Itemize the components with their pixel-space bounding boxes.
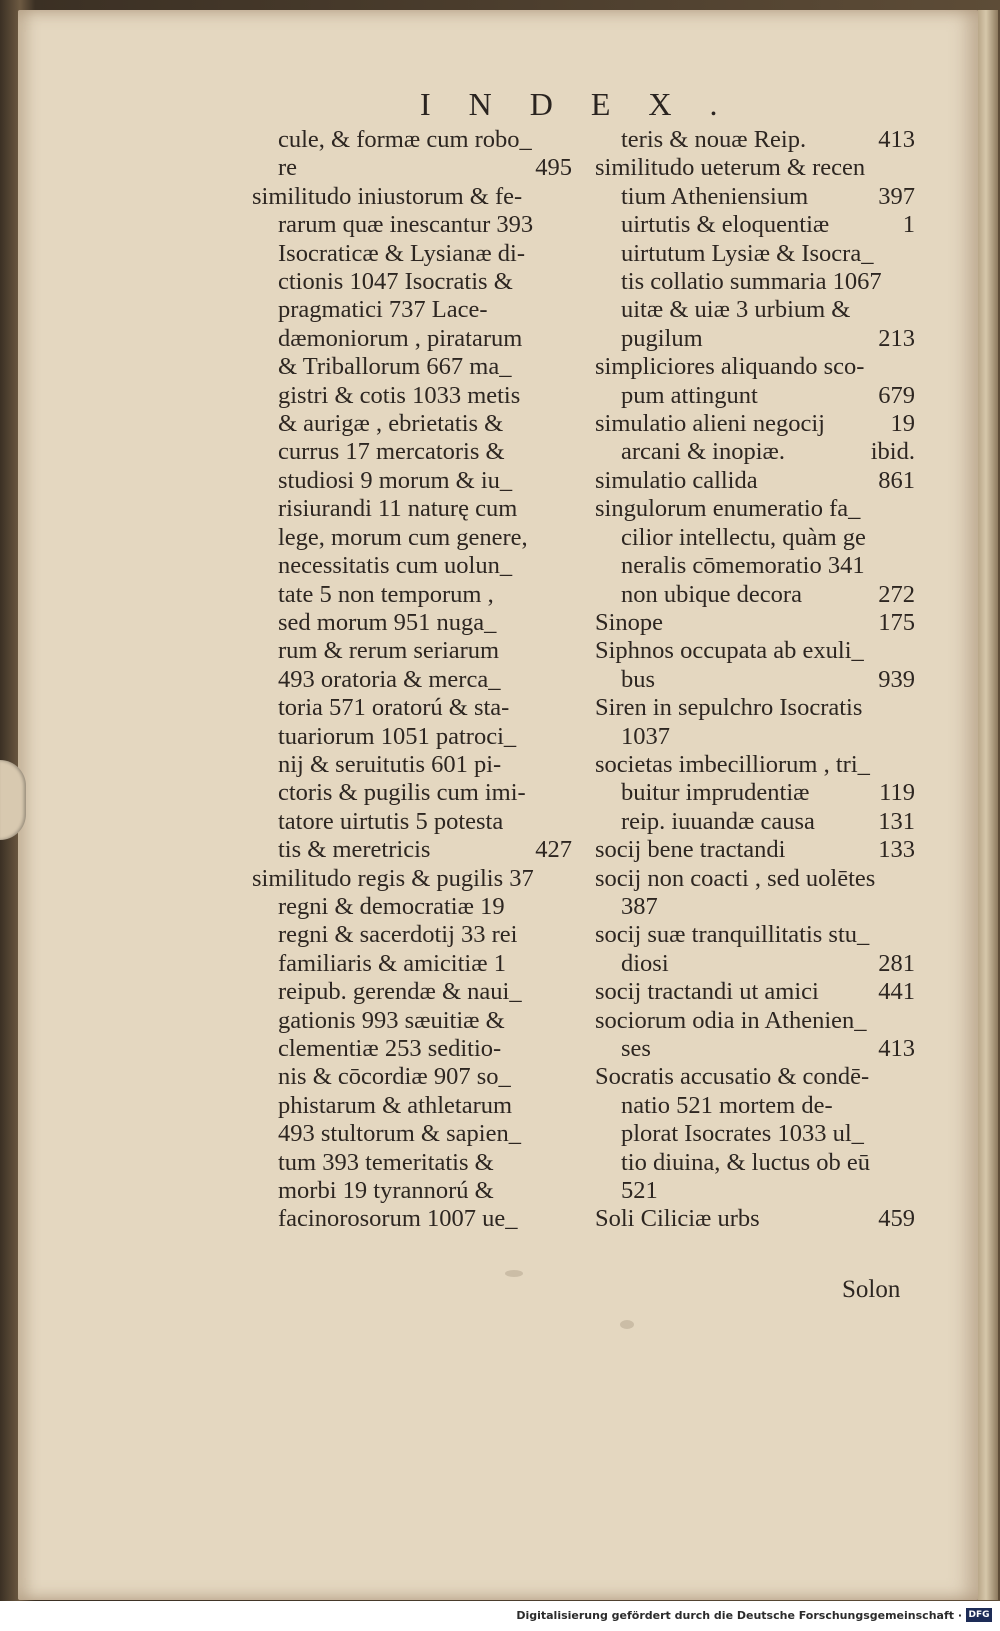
entry-text: risiurandi 11 naturę cum xyxy=(278,495,518,523)
entry-text: socij suæ tranquillitatis stu_ xyxy=(595,921,870,949)
index-entry-line xyxy=(595,751,915,779)
index-entry-line xyxy=(595,779,915,807)
index-entry-line xyxy=(595,1092,915,1120)
index-entry-line xyxy=(252,1149,572,1177)
entry-text: ses xyxy=(621,1035,651,1062)
entry-text: non ubique decora xyxy=(621,580,802,608)
entry-text: neralis cōmemoratio 341 xyxy=(621,552,865,580)
index-entry-line xyxy=(252,438,572,466)
page-header: INDEX. xyxy=(420,86,756,122)
entry-page-number: 272 xyxy=(878,580,915,608)
entry-text: gistri & cotis 1033 metis xyxy=(278,381,521,409)
index-entry-line xyxy=(252,1035,572,1063)
entry-text: singulorum enumeratio fa_ xyxy=(595,495,861,523)
index-entry-line xyxy=(595,1120,915,1148)
entry-text: tis & meretricis xyxy=(278,836,431,864)
entry-text: ctionis 1047 Isocratis & xyxy=(278,268,513,296)
entry-text: sed morum 951 nuga_ xyxy=(278,608,497,636)
index-entry-line xyxy=(595,552,915,580)
index-entry-line xyxy=(595,865,915,893)
index-entry-line xyxy=(252,609,572,637)
index-entry-line xyxy=(595,1149,915,1177)
digitization-footer xyxy=(0,1601,1000,1631)
entry-text: nij & seruitutis 601 pi- xyxy=(278,750,502,778)
entry-text: rum & rerum seriarum xyxy=(278,637,500,665)
entry-page-number: 413 xyxy=(878,1035,915,1062)
entry-text: re xyxy=(278,154,298,182)
entry-text: plorat Isocrates 1033 ul_ xyxy=(621,1120,864,1148)
index-entry-line xyxy=(252,694,572,722)
index-entry-line xyxy=(595,808,915,836)
entry-text: 493 oratoria & merca_ xyxy=(278,665,501,693)
index-entry-line xyxy=(252,666,572,694)
entry-text: Sinope xyxy=(595,608,664,636)
entry-text: rarum quæ inescantur 393 xyxy=(278,211,534,239)
entry-text: 1037 xyxy=(621,722,670,750)
index-entry-line xyxy=(595,978,915,1006)
index-column-left xyxy=(252,126,572,1234)
ink-stain xyxy=(620,1320,634,1329)
entry-text: similitudo ueterum & recen xyxy=(595,154,866,182)
entry-text: phistarum & athletarum xyxy=(278,1091,513,1119)
index-entry-line xyxy=(252,410,572,438)
index-entry-line xyxy=(252,950,572,978)
entry-text: uirtutum Lysiæ & Isocra_ xyxy=(621,239,874,267)
index-entry-line xyxy=(252,353,572,381)
catchword: Solon xyxy=(842,1276,901,1303)
entry-text: Soli Ciliciæ urbs xyxy=(595,1205,760,1233)
index-entry-line xyxy=(252,524,572,552)
index-entry-line xyxy=(595,694,915,722)
index-entry-line xyxy=(595,382,915,410)
index-entry-line xyxy=(252,978,572,1006)
index-entry-line xyxy=(595,1205,915,1233)
entry-text: tatore uirtutis 5 potesta xyxy=(278,807,504,835)
index-entry-line xyxy=(252,921,572,949)
index-entry-line xyxy=(595,296,915,324)
index-entry-line xyxy=(252,1092,572,1120)
entry-text: simulatio alieni negocij xyxy=(595,410,825,438)
entry-text: pugilum xyxy=(621,324,703,352)
entry-text: simulatio callida xyxy=(595,466,758,494)
entry-page-number: 441 xyxy=(878,978,915,1006)
index-entry-line xyxy=(252,495,572,523)
index-entry-line xyxy=(252,325,572,353)
entry-text: uitæ & uiæ 3 urbium & xyxy=(621,296,851,324)
index-entry-line xyxy=(595,921,915,949)
index-entry-line xyxy=(595,1007,915,1035)
index-entry-line xyxy=(595,353,915,381)
entry-text: toria 571 oratorú & sta- xyxy=(278,694,510,722)
page-edge xyxy=(978,10,998,1600)
entry-text: facinorosorum 1007 ue_ xyxy=(278,1205,518,1233)
entry-text: arcani & inopiæ. xyxy=(621,438,785,466)
index-entry-line xyxy=(595,524,915,552)
entry-page-number: 427 xyxy=(535,836,572,864)
entry-text: 521 xyxy=(621,1177,658,1205)
index-entry-line xyxy=(595,893,915,921)
entry-text: currus 17 mercatoris & xyxy=(278,438,505,466)
entry-text: Socratis accusatio & condē- xyxy=(595,1063,870,1091)
entry-text: clementiæ 253 seditio- xyxy=(278,1035,502,1062)
entry-text: socij bene tractandi xyxy=(595,836,786,864)
index-entry-line xyxy=(595,609,915,637)
index-entry-line xyxy=(252,552,572,580)
entry-text: reip. iuuandæ causa xyxy=(621,807,815,835)
entry-text: bus xyxy=(621,665,656,693)
index-entry-line xyxy=(252,808,572,836)
entry-page-number: 1 xyxy=(902,211,915,239)
entry-text: uirtutis & eloquentiæ xyxy=(621,211,830,239)
index-entry-line xyxy=(252,1177,572,1205)
entry-page-number: 133 xyxy=(878,836,915,864)
entry-text: regni & sacerdotij 33 rei xyxy=(278,921,518,949)
index-entry-line xyxy=(595,410,915,438)
entry-text: socij non coacti , sed uolētes xyxy=(595,864,876,892)
entry-text: studiosi 9 morum & iu_ xyxy=(278,466,513,494)
index-entry-line xyxy=(595,666,915,694)
entry-text: similitudo iniustorum & fe- xyxy=(252,182,523,210)
entry-page-number: 413 xyxy=(878,126,915,153)
entry-text: tis collatio summaria 1067 xyxy=(621,268,882,296)
index-entry-line xyxy=(252,893,572,921)
index-entry-line xyxy=(252,581,572,609)
entry-text: pragmatici 737 Lace- xyxy=(278,296,488,324)
index-entry-line xyxy=(595,1063,915,1091)
entry-text: reipub. gerendæ & naui_ xyxy=(278,978,522,1006)
entry-text: & Triballorum 667 ma_ xyxy=(278,353,512,381)
index-entry-line xyxy=(595,581,915,609)
entry-text: lege, morum cum genere, xyxy=(278,523,528,551)
entry-page-number: 213 xyxy=(878,324,915,352)
entry-text: teris & nouæ Reip. xyxy=(621,126,807,153)
index-entry-line xyxy=(252,211,572,239)
index-entry-line xyxy=(595,637,915,665)
entry-text: ctoris & pugilis cum imi- xyxy=(278,779,526,807)
entry-page-number: 19 xyxy=(890,410,915,438)
index-entry-line xyxy=(252,1063,572,1091)
index-entry-line xyxy=(595,1035,915,1063)
entry-page-number: 459 xyxy=(878,1205,915,1233)
index-entry-line xyxy=(595,126,915,154)
entry-text: familiaris & amicitiæ 1 xyxy=(278,949,506,977)
index-entry-line xyxy=(252,382,572,410)
index-entry-line xyxy=(252,751,572,779)
index-entry-line xyxy=(252,126,572,154)
index-entry-line xyxy=(252,836,572,864)
entry-text: Siren in sepulchro Isocratis xyxy=(595,694,863,722)
entry-text: buitur imprudentiæ xyxy=(621,779,810,807)
dfg-logo-icon: DFG xyxy=(966,1608,992,1622)
index-entry-line xyxy=(252,268,572,296)
entry-text: Siphnos occupata ab exuli_ xyxy=(595,637,864,665)
index-entry-line xyxy=(252,865,572,893)
entry-text: gationis 993 sæuitiæ & xyxy=(278,1006,505,1034)
entry-text: natio 521 mortem de- xyxy=(621,1091,833,1119)
entry-page-number: 397 xyxy=(878,182,915,210)
entry-page-number: 175 xyxy=(878,608,915,636)
entry-text: societas imbecilliorum , tri_ xyxy=(595,750,870,778)
entry-text: nis & cōcordiæ 907 so_ xyxy=(278,1063,511,1091)
entry-text: 493 stultorum & sapien_ xyxy=(278,1120,521,1148)
entry-page-number: 679 xyxy=(878,381,915,409)
index-entry-line xyxy=(252,723,572,751)
index-entry-line xyxy=(595,438,915,466)
index-entry-line xyxy=(252,296,572,324)
index-entry-line xyxy=(252,637,572,665)
entry-page-number: 495 xyxy=(535,154,572,182)
index-entry-line xyxy=(595,1177,915,1205)
entry-text: cule, & formæ cum robo_ xyxy=(278,126,532,153)
entry-page-number: ibid. xyxy=(870,438,915,466)
entry-text: tio diuina, & luctus ob eū xyxy=(621,1148,871,1176)
index-entry-line xyxy=(595,950,915,978)
entry-text: tium Atheniensium xyxy=(621,182,809,210)
index-entry-line xyxy=(595,154,915,182)
entry-page-number: 119 xyxy=(879,779,915,807)
entry-text: tum 393 temeritatis & xyxy=(278,1148,494,1176)
index-entry-line xyxy=(252,183,572,211)
entry-text: similitudo regis & pugilis 37 xyxy=(252,864,534,892)
entry-text: morbi 19 tyrannorú & xyxy=(278,1177,494,1205)
entry-text: socij tractandi ut amici xyxy=(595,978,819,1006)
entry-text: dæmoniorum , piratarum xyxy=(278,324,523,352)
index-entry-line xyxy=(252,1205,572,1233)
index-entry-line xyxy=(252,1007,572,1035)
entry-text: simpliciores aliquando sco- xyxy=(595,353,865,381)
entry-text: tate 5 non temporum , xyxy=(278,580,494,608)
entry-text: & aurigæ , ebrietatis & xyxy=(278,410,504,438)
entry-page-number: 939 xyxy=(878,665,915,693)
entry-text: sociorum odia in Athenien_ xyxy=(595,1006,867,1034)
index-entry-line xyxy=(595,495,915,523)
index-entry-line xyxy=(595,268,915,296)
entry-text: diosi xyxy=(621,949,669,977)
index-entry-line xyxy=(595,240,915,268)
index-entry-line xyxy=(595,211,915,239)
index-entry-line xyxy=(252,240,572,268)
footer-credit: Digitalisierung gefördert durch die Deutsche Forschungsgemeinschaft · xyxy=(516,1609,962,1622)
ink-stain xyxy=(505,1270,523,1277)
entry-page-number: 861 xyxy=(878,466,915,494)
entry-text: 387 xyxy=(621,892,658,920)
index-entry-line xyxy=(595,723,915,751)
index-entry-line xyxy=(252,467,572,495)
index-entry-line xyxy=(252,779,572,807)
index-entry-line xyxy=(595,836,915,864)
entry-text: necessitatis cum uolun_ xyxy=(278,552,513,580)
index-entry-line xyxy=(252,154,572,182)
index-entry-line xyxy=(595,325,915,353)
index-entry-line xyxy=(252,1120,572,1148)
entry-text: regni & democratiæ 19 xyxy=(278,892,505,920)
entry-page-number: 131 xyxy=(878,807,915,835)
entry-text: tuariorum 1051 patroci_ xyxy=(278,722,517,750)
index-entry-line xyxy=(595,467,915,495)
entry-text: pum attingunt xyxy=(621,381,758,409)
index-entry-line xyxy=(595,183,915,211)
entry-text: cilior intellectu, quàm ge xyxy=(621,523,866,551)
entry-text: Isocraticæ & Lysianæ di- xyxy=(278,239,525,267)
index-column-right xyxy=(595,126,915,1234)
entry-page-number: 281 xyxy=(878,949,915,977)
